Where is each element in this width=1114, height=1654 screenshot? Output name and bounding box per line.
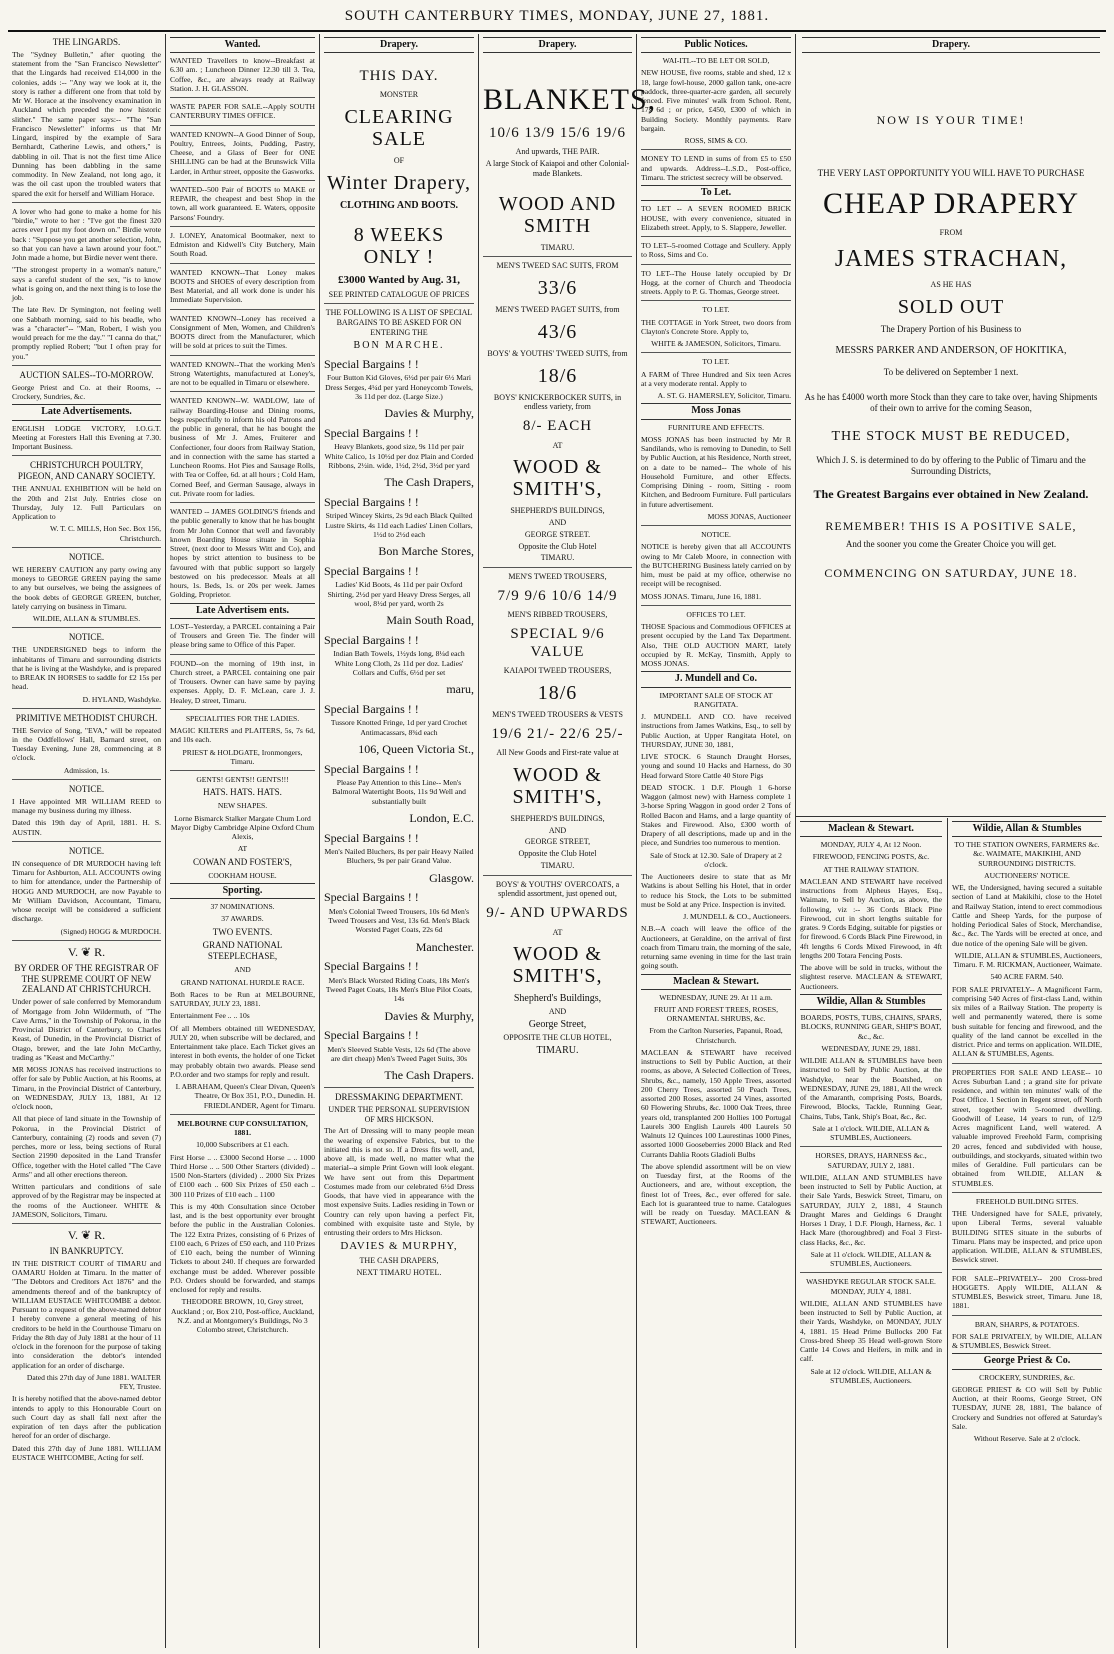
advert-text: NEXT TIMARU HOTEL.	[356, 1267, 442, 1277]
advert-text: THE ANNUAL EXHIBITION will be held on the 20th and 21st July. Entries close on Thursday, July 12. Full Particulars on Application to	[12, 484, 161, 522]
advert-text: 37 AWARDS.	[221, 914, 264, 924]
advert-heading: WAI-ITI.--TO BE LET OR SOLD,	[662, 56, 770, 66]
advert-text: MAGIC KILTERS and PLAITERS, 5s, 7s 6d, and 10s each.	[170, 726, 315, 745]
royal-crest-icon: V. ❦ R.	[67, 944, 106, 959]
advert-text: FOR SALE PRIVATELY, by WILDIE, ALLAN & STUMBLES, Beswick Street.	[952, 1331, 1102, 1351]
advert-text: WE, the Undersigned, having secured a suitable section of Land at Makikihi, close to the Hotel and Railway Station, intend to erect commodious Cattle and Sheep Yards, for the purpose of holding Periodical Sales of Stock, Merchandise, &c., &c. The Yards will be erected at once, and due notice of the opening Sale will be given.	[952, 883, 1102, 948]
advert-signature: WILDIE, ALLAN & STUMBLES.	[32, 614, 141, 624]
advert-text: £3000 Wanted by Aug. 31,	[337, 274, 461, 287]
bargain-sig: Bon Marche Stores,	[378, 544, 474, 559]
bargain-sig: Davies & Murphy,	[384, 406, 474, 421]
advert-text: J. LONEY, Anatomical Bootmaker, next to Edmiston and Kidwell's City Butchery, Main South Road.	[170, 230, 315, 259]
advert-text: SHEPHERD'S BUILDINGS,	[510, 506, 605, 516]
advert-text: NOTICE is hereby given that all ACCOUNTS owing to Mr Caleb Moore, in connection with the BUTCHERING Business lately carried on by him, must be paid at my office, otherwise no receipt will be recognised.	[641, 542, 791, 589]
bargain-sig: maru,	[446, 682, 474, 697]
advert-heading: FRUIT AND FOREST TREES, ROSES, ORNAMENTAL SHRUBS, &c.	[653, 1004, 779, 1024]
advert-text: The Art of Dressing will to many people mean the wearing of expensive Fabrics, but to the initiated this is not so. If a Dress fits well, and, above all, is made well, no matter what the material--a simple Print Gown will look elegant. We have sent out from this Department Costumes made from our celebrated 6½d Dress Goods, that have vied in appearance with the most expensive Suits. Ladies residing in Town or Country can rely upon having a perfect Fit, combined with exquisite taste and Style, by entrusting their orders to Mrs Hickson.	[324, 1126, 474, 1238]
advert-text: THE COTTAGE in York Street, two doors from Clayton's Concrete Store. Apply to,	[641, 317, 791, 336]
advert-text: NEW HOUSE, five rooms, stable and shed, 12 x 18, large fowl-house, 2000 gallon tank, one-acre paddock, three-quarter-acre garden, all securely fenced. Five minutes' walk from School. Rent, 17s 6d ; or price, £450, £300 of which in Building Society. Monthly payments. Rare bargain.	[641, 68, 791, 133]
advert-headline: THE STOCK MUST BE REDUCED,	[831, 428, 1071, 444]
advert-text: WANTED KNOWN--Loney has received a Consignment of Men, Women, and Children's BOOTS direct from the Manufacturer, which will be sold at prices to suit the Times.	[170, 313, 315, 351]
advert-text: WANTED KNOWN--That Loney makes BOOTS and SHOES of every description from Best Material, and all work done is under his Immediate Supervision.	[170, 267, 315, 305]
advert-text: TIMARU.	[540, 242, 575, 252]
advert-signature: DAVIES & MURPHY,	[340, 1240, 458, 1253]
advert-text: George Street,	[528, 1019, 587, 1031]
advert-signature: Sale at 11 o'clock. WILDIE, ALLAN & STUMBLES, Auctioneers.	[810, 1249, 932, 1269]
column-drapery-wood-smith	[479, 34, 657, 1648]
section-heading: Wildie, Allan & Stumbles	[800, 994, 942, 1010]
advert-heading: NOTICE.	[68, 551, 105, 562]
wildie-allan-section	[948, 818, 1106, 1648]
advert-text: MESSRS PARKER AND ANDERSON, OF HOKITIKA,	[835, 344, 1067, 356]
advert-text: WANTED -- JAMES GOLDING'S friends and the public generally to know that he has bought from Mr John Connor that well and favorably known Boarding House situate in Sophia Street, (next door to Messrs Witt and Co), and hopes by strict attention to business to be favoured with that public support so largely bestowed on his predecessor. Meals at all hours, 1s. Beds, 1s. or 20s per week. James Golding, Proprietor.	[170, 507, 315, 600]
advert-heading: SPECIALITIES FOR THE LADIES.	[185, 713, 300, 723]
advert-text: AT	[237, 844, 248, 854]
bargain-sig: Main South Road,	[386, 613, 474, 628]
advert-text: Shepherd's Buildings,	[513, 993, 602, 1005]
article-text: A lover who had gone to make a home for his "birdie," wrote to her : "I've got the finest 320 acres ever I put my foot down on." Birdie wrote back : "Suppose you get another selection, John, so that you can have a lawn around your foot." John made a home, but Birdie never went there.	[12, 206, 161, 263]
advert-signature: A. ST. G. HAMERSLEY, Solicitor, Timaru.	[657, 391, 791, 401]
advert-text: THE VERY LAST OPPORTUNITY YOU WILL HAVE TO PURCHASE	[817, 167, 1085, 178]
column-news	[8, 34, 165, 1648]
bargain-heading: Special Bargains ! !	[324, 356, 419, 371]
article-text: "The strongest property in a woman's nature," says a careful student of the sex, "is to know what is going on, and the next thing is to lose the job.	[12, 265, 161, 303]
section-heading: George Priest & Co.	[952, 1353, 1102, 1369]
advert-text: MONSTER	[379, 90, 419, 100]
advert-heading: 540 ACRE FARM. 540.	[990, 972, 1064, 982]
advert-signature: Sale at 12 o'clock. WILDIE, ALLAN & STUMBLES, Auctioneers.	[810, 1366, 932, 1385]
advert-text: WILDIE ALLAN & STUMBLES have been instructed to Sell by Public Auction, at the Washdyke, near the Boatshed, on WEDNESDAY, JUNE 29, 1881, All the wreck of the Amaranth, comprising Posts, Boards, Firewood, Blocks, Tackle, Running Gear, Chains, Tubs, Tank, Ship's Boat, &c., &c.	[800, 1056, 942, 1121]
advert-heading: FIREWOOD, FENCING POSTS, &c.	[812, 852, 930, 862]
section-heading: Wanted.	[170, 37, 315, 53]
bargain-heading: Special Bargains ! !	[324, 959, 419, 974]
section-heading: To Let.	[641, 185, 791, 201]
advert-signature: ROSS, SIMS & CO.	[684, 136, 748, 146]
advert-text: AT	[552, 927, 563, 937]
advert-text: CLOTHING AND BOOTS.	[339, 199, 459, 211]
advert-text: Opposite the Club Hotel	[518, 849, 597, 859]
bargain-sig: The Cash Drapers.	[384, 1068, 474, 1083]
advert-text: Sale of Stock at 12.30. Sale of Drapery at 2 o'clock.	[650, 850, 782, 869]
advert-heading: HATS. HATS. HATS.	[203, 787, 282, 798]
column-drapery-strachan	[796, 34, 1106, 1648]
advert-heading: FURNITURE AND EFFECTS.	[668, 422, 764, 432]
advert-text: WILDIE, ALLAN AND STUMBLES have been instructed to Sell by Public Auction, at their Yards, Washdyke, on MONDAY, JULY 4, 1881. 15 Head Prime Bullocks 200 Fat Cross-bred Sheep 35 Head well-grown Store Cattle 14 Cows and Heifers, in milk and in calf.	[800, 1298, 942, 1364]
advert-signature: THEODORE BROWN, 10, Grey street, Auckland ; or, Box 210, Post-office, Auckland, N.Z. and at Montgomery's Buildings, No 3 Colombo street, Christchurch.	[171, 1297, 314, 1335]
advert-signature: (Signed) HOGG & MURDOCH.	[60, 926, 161, 936]
advert-text: TO LET -- A SEVEN ROOMED BRICK HOUSE, with every convenience, situated in Elizabeth street. Apply, to S. Slappere, Jeweller.	[641, 204, 791, 232]
advert-prices: 10/6 13/9 15/6 19/6	[489, 125, 626, 142]
bargain-list: Men's Nailed Bluchers, 8s per pair Heavy Nailed Bluchers, 9s per pair Grand Value.	[324, 847, 474, 866]
advert-text: TIMARU.	[540, 553, 575, 563]
advert-text: IN consequence of DR MURDOCH having left Timaru for Ashburton, ALL ACCOUNTS owing to him for attendance, under the Partnership of HOGG AND MURDOCH, are now Payable to Mr William Davidson, Accountant, Timaru, whose receipt will be considered a sufficient discharge.	[12, 858, 161, 924]
advert-heading: BRAN, SHARPS, & POTATOES.	[974, 1319, 1080, 1329]
advert-heading: AUCTIONEERS' NOTICE.	[984, 870, 1070, 880]
advert-text: WANTED KNOWN--A Good Dinner of Soup, Poultry, Entrees, Joints, Pudding, Pastry, Cheese, and a Glass of Beer for ONE SHILLING can be had at the Brunswick Villa Larder, in Arthur street, opposite the Gasworks.	[170, 129, 315, 176]
advert-signature: WHITE & JAMESON, Solicitors, Timaru.	[651, 339, 781, 349]
advert-signature: Sale at 1 o'clock. WILDIE, ALLAN & STUMBLES, Auctioneers.	[812, 1123, 930, 1143]
advert-signature: PRIEST & HOLDGATE, Ironmongers, Timaru.	[182, 747, 303, 766]
advert-headline: WOOD & SMITH'S,	[512, 763, 603, 808]
advert-headline: WOOD AND SMITH	[498, 192, 617, 237]
advert-text: BOYS' & YOUTHS' TWEED SUITS, from	[487, 348, 628, 358]
advert-text: PROPERTIES FOR SALE AND LEASE-- 10 Acres Suburban Land ; a grand site for private residence, and within ten minutes' walk of the Post Office. 1 Section in Regent street, off North street, together with 5-roomed dwelling. Goodwill of Lease, 14 years to run, of 12/9 Acres magnificent Land, well watered. A valuable improved Freehold Farm, comprising 20 acres, fenced and subdivided with house, outbuildings, and stockyards, situated within two miles of Geraldine. Full particulars can be obtained from WILDIE, ALLAN & STUMBLES.	[952, 1067, 1102, 1188]
advert-heading: BOARDS, POSTS, TUBS, CHAINS, SPARS, BLOCKS, RUNNING GEAR, SHIP'S BOAT, &c., &c.	[800, 1013, 942, 1041]
bargain-list: Please Pay Attention to this Line-- Men's Balmoral Watertight Boots, 11s 9d Well and substantially built	[332, 778, 466, 806]
advert-text: A large Stock of Kaiapoi and other Colonial-made Blankets.	[485, 159, 630, 178]
advert-prices: 18/6	[537, 364, 578, 387]
advert-text: FROM	[939, 227, 963, 237]
advert-text: THE Service of Song, "EVA," will be repeated in the Oddfellows' Hall, Barnard street, on Tuesday Evening, June 28, commencing at 8 o'clock.	[12, 725, 161, 763]
column-public-notices	[637, 34, 795, 1648]
advert-text: KAIAPOI TWEED TROUSERS,	[503, 666, 612, 676]
advert-text: Without Reserve. Sale at 2 o'clock.	[973, 1434, 1081, 1444]
advert-text: OPPOSITE THE CLUB HOTEL,	[503, 1033, 612, 1043]
advert-heading: GRAND NATIONAL HURDLE RACE.	[180, 977, 305, 987]
advert-text: From the Carlton Nurseries, Papanui, Road, Christchurch.	[649, 1026, 783, 1045]
advert-text: WEDNESDAY, JUNE 29, 1881.	[821, 1043, 921, 1053]
advert-text: The Drapery Portion of his Business to	[880, 323, 1022, 334]
advert-text: Dated this 19th day of April, 1881. H. S. AUSTIN.	[12, 818, 161, 837]
advert-heading: CROCKERY, SUNDRIES, &c.	[979, 1372, 1075, 1382]
advert-text: SEE PRINTED CATALOGUE OF PRICES	[328, 289, 470, 299]
advert-signature: W. T. C. MILLS, Hon Sec. Box 156, Christchurch.	[49, 524, 161, 543]
bargain-list: Striped Wincey Skirts, 2s 9d each Black Quilted Lustre Skirts, 4s 11d each Ladies' Linen Collars, 1½d to 2½d each	[325, 511, 473, 539]
masthead: SOUTH CANTERBURY TIMES, MONDAY, JUNE 27, 1881.	[344, 8, 770, 24]
bargain-list: Four Button Kid Gloves, 6½d per pair 6½ Mari Dress Serges, 4¼d per yard Honeycomb Towels, 3s 11d per doz. (Large Size.)	[325, 373, 473, 401]
advert-text: WILDIE, ALLAN AND STUMBLES have been instructed to Sell by Public Auction, at their Sale Yards, Beswick Street, Timaru, on SATURDAY, JULY 2, 1881, 4 Staunch Draught Mares and Geldings 6 Draught Horses 1 Dray, 1 D.F. Plough, Harness, &c. 1 Hack Mare (thoroughbred) and Foal 3 First-class Hacks, &c., &c.	[800, 1172, 942, 1247]
bargain-list: Heavy Blankets, good size, 9s 11d per pair White Calico, 1s 10½d per doz Plain and Corded Ribbons, 2½in. wide, 1½d, 2½d, 3½d per yard	[324, 442, 474, 470]
advert-text: MEN'S TWEED TROUSERS & VESTS	[492, 710, 623, 720]
advert-text: MACLEAN AND STEWART have received instructions from Alpheus Hayes, Esq., Waimate, to Sell by Auction, as above, the following, viz :-- 36 Cords Black Pine Firewood, cut in short lengths suitable for grates. 9 Cords Edging, suitable for pigsties or for firewood. 6 Cords Black Pine Firewood, in 4ft lengths 6 Cords Mixed Firewood, in 4ft lengths 200 Totara Fencing Posts.	[800, 876, 942, 960]
advert-list: LIVE STOCK. 6 Staunch Draught Horses, young and sound 10 Hacks and Harness, do 30 Head forward Store Cattle 40 Store Pigs	[641, 752, 791, 780]
bargain-heading: Special Bargains ! !	[324, 494, 419, 509]
advert-list: First Horse .. .. £3000 Second Horse .. .. 1000 Third Horse .. .. 500 Other Starters (divided) .. 1500 Non-Starters (divided) .. 2000 Six Prizes of £100 each .. 600 Six Prizes of £50 each .. 300 110 Prizes of £10 each .. 1100	[170, 1152, 315, 1199]
advert-heading: PRIMITIVE METHODIST CHURCH.	[15, 712, 158, 723]
advert-text: IN THE DISTRICT COURT of TIMARU and OAMARU Holden at Timaru. In the matter of "The Debtors and Creditors Act 1876" and the amendments thereof and of the bankruptcy of WILLIAM EUSTACE WHITCOMBE a debtor. Pursuant to a request of the above-named debtor I hereby convene a general meeting of his creditors to be held in the Courthouse Timaru on Friday the 8th day of July 1881 at the hour of 11 o'clock in the forenoon for the purpose of taking into consideration the debtor's intended application for an order of discharge.	[12, 1258, 161, 1370]
advert-text: TIMARU.	[540, 860, 575, 870]
advert-text: Opposite the Club Hotel	[518, 541, 597, 551]
advert-text: THE CASH DRAPERS,	[359, 1255, 439, 1265]
article-text: George Priest and Co. at their Rooms, --Crockery, Sundries, &c.	[12, 382, 161, 402]
advert-heading: TWO EVENTS.	[212, 926, 273, 937]
advert-text: N.B.--A coach will leave the office of the Auctioneers, at Geraldine, on the arrival of first coach from Timaru train, the morning of the sale, returning same evening in time for the last train going south.	[641, 924, 791, 971]
advert-heading: HORSES, DRAYS, HARNESS &c., SATURDAY, JULY 2, 1881.	[815, 1151, 927, 1170]
section-heading: Drapery.	[483, 37, 632, 53]
strachan-advert	[796, 37, 1106, 815]
advert-heading: GRAND NATIONAL STEEPLECHASE,	[202, 940, 283, 962]
advert-text: All that piece of land situate in the Township of Pokorua, in the Provincial District of Canterbury, containing (2) roods and seven (7) perches, more or less, being sections of Rural Section 21990 deposited in the Land Transfer Office, together with the Hotel called "The Cave Arms" and all other erections thereon.	[12, 1114, 161, 1179]
advert-headline: WOOD & SMITH'S,	[512, 943, 603, 988]
section-heading: Wildie, Allan & Stumbles	[952, 821, 1102, 837]
advert-text: All New Goods and First-rate value at	[496, 748, 619, 758]
article-text: The late Rev. Dr Symington, not feeling well one Sabbath morning, said to his beadle, who was a "character"-- "Man, Robert, I wish you would preach for me the day." "I canna do that," promptly replied Robert; "but I often pray for you."	[12, 305, 161, 361]
advert-text: MOSS JONAS has been instructed by Mr R Sandilands, who is removing to Dunedin, to Sell by Public Auction, at his Residence, North street, on a date to be named-- The whole of his Household Furniture, and other Effects. Comprising Dining - room, Sitting - room Kitchen, and Bedroom Furniture. Full particulars in future advertisement.	[641, 434, 791, 509]
section-heading: Maclean & Stewart.	[641, 974, 791, 990]
advert-headline: 8 WEEKS ONLY !	[353, 224, 445, 269]
bargain-heading: Special Bargains ! !	[324, 890, 419, 905]
advert-text: Entertainment Fee .. .. 10s	[170, 1011, 250, 1021]
advert-text: ENGLISH LODGE VICTORY, I.O.G.T. Meeting at Foresters Hall this Evening at 7.30. Important Business.	[12, 423, 161, 452]
advert-heading: MELBOURNE CUP CONSULTATION, 1881.	[177, 1118, 308, 1138]
advert-heading: CHRISTCHURCH POULTRY, PIGEON, AND CANARY SOCIETY.	[17, 460, 156, 482]
advert-text: Admission, 1s.	[63, 765, 110, 775]
advert-text: GEORGE STREET,	[524, 837, 591, 847]
advert-text: The above splendid assortment will be on view on Tuesday first, at the Rooms of the Auctioneers, and are, without exception, the finest lot of Trees, &c., ever offered for sale. Each lot is guaranteed true to name. Catalogues will be ready on Tuesday. MACLEAN & STEWART, Auctioneers.	[641, 1161, 791, 1227]
bargain-heading: Special Bargains ! !	[324, 761, 419, 776]
advert-headline: COMMENCING ON SATURDAY, JUNE 18.	[824, 565, 1078, 580]
advert-text: BOYS' & YOUTHS' OVERCOATS, a splendid assortment, just opened out,	[495, 879, 620, 899]
advert-text: WASTE PAPER FOR SALE.--Apply SOUTH CANTERBURY TIMES OFFICE.	[170, 102, 315, 121]
bargain-list: Men's Sleeved Stable Vests, 12s 6d (The above are dirt cheap) Men's Tweed Paget Suits, 30s	[327, 1044, 471, 1064]
bargain-sig: The Cash Drapers,	[384, 475, 474, 490]
advert-signature: WILDIE, ALLAN & STUMBLES, Auctioneers, Timaru. F. M. RICKMAN, Auctioneer, Waimate.	[953, 950, 1102, 970]
advert-text: WANTED KNOWN--W. WADLOW, late of railway Boarding-House and Dining rooms, begs respectfully to inform his old Patrons and the public in general, that he has bought the business of Mr J. Ames, Fruiterer and Confectioner, four doors from Railway Station, and in connection with the same has started a Luncheon Rooms. Hot Pies and Sausage Rolls, with Tea or Coffee, 6d. at all hours ; Cold Ham, Corned Beef, and German Sausage, always in cut. Private room for ladies.	[170, 396, 315, 498]
advert-prices: 18/6	[537, 682, 578, 705]
advert-text: It is hereby notified that the above-named debtor intends to apply to this Honourable Court on such Court day as shall fall next after the expiration of ten days after the publication hereof for an order of discharge.	[12, 1394, 161, 1441]
advert-prices: 19/6 21/- 22/6 25/-	[491, 725, 624, 742]
section-heading: Late Advertisem ents.	[170, 603, 315, 619]
advert-text: MONEY TO LEND in sums of from £5 to £50 and upwards. Address--L.S.D., Post-office, Timaru. The strictest secrecy will be observed.	[641, 154, 791, 182]
section-heading: Drapery.	[802, 37, 1100, 53]
advert-text: THE FOLLOWING IS A LIST OF SPECIAL BARGAINS TO BE ASKED FOR ON ENTERING THE	[325, 308, 473, 337]
advert-text: BOYS' KNICKERBOCKER SUITS, in endless variety, from	[493, 392, 622, 412]
advert-text: Under power of sale conferred by Memorandum of Mortgage from John Wildermuth, of "The Cave Arms," in the Township of Pokorua, in the Provincial District of Canterbury, to Charles Keast, of Dunedin, in the Provincial District of Otago, brewer, and the late John McCarthy, trading as "Keast and McCarthy."	[12, 997, 161, 1062]
advert-text: MEN'S TWEED SAC SUITS, FROM	[496, 261, 619, 271]
advert-heading: IN BANKRUPTCY.	[49, 1245, 124, 1256]
advert-heading: NEW SHAPES.	[217, 801, 268, 811]
advert-heading: FREEHOLD BUILDING SITES.	[975, 1196, 1079, 1206]
section-heading: J. Mundell and Co.	[641, 671, 791, 687]
bargain-list: Ladies' Kid Boots, 4s 11d per pair Oxford Shirting, 2½d per yard Heavy Dress Serges, all wool, 8½d per yard, worth 2s	[327, 580, 471, 608]
bargain-sig: Davies & Murphy,	[384, 1008, 474, 1023]
advert-text: 37 NOMINATIONS.	[210, 902, 275, 911]
bargain-heading: Special Bargains ! !	[324, 1028, 419, 1043]
bargain-heading: Special Bargains ! !	[324, 425, 419, 440]
advert-headline: JAMES STRACHAN,	[834, 245, 1068, 272]
advert-heading: NOTICE.	[68, 632, 105, 643]
advert-text: To be delivered on September 1 next.	[883, 366, 1019, 377]
advert-heading: AT THE RAILWAY STATION.	[823, 864, 919, 874]
bargain-sig: London, E.C.	[409, 810, 474, 825]
advert-text: WE HEREBY CAUTION any party owing any moneys to GEORGE GREEN paying the same to any but ourselves, we being the assignees of the book debts of GEORGE GREEN, butcher, lately carrying on business in Timaru.	[12, 564, 161, 611]
advert-text: WANTED--500 Pair of BOOTS to MAKE or REPAIR, the cheapest and best Shop in the town, all work guaranteed. E. Waters, opposite Parsons' Foundry.	[170, 184, 315, 222]
advert-signature: MOSS JONAS. Timaru, June 16, 1881.	[641, 591, 762, 601]
advert-text: A FARM of Three Hundred and Six teen Acres at a very moderate rental. Apply to	[641, 369, 791, 388]
bargain-list: Indian Bath Towels, 1½yds long, 8¼d each White Long Cloth, 2s 11d per doz. Ladies' Collars and Cuffs, 6½d per set	[333, 649, 465, 677]
advert-heading: BY ORDER OF THE REGISTRAR OF THE SUPREME COURT OF NEW ZEALAND AT CHRISTCHURCH.	[14, 962, 159, 995]
advert-text: MEN'S TWEED TROUSERS,	[508, 572, 607, 582]
maclean-stewart-section	[796, 818, 946, 1648]
advert-text: AT	[552, 440, 563, 450]
advert-headline: CLEARING SALE	[344, 106, 454, 151]
advert-text: THE UNDERSIGNED begs to inform the inhabitants of Timaru and surrounding districts that he is living at the Washdyke, and is prepared to BREAK IN HORSES to saddle for £2 15s per head.	[12, 645, 161, 692]
bargain-list: Men's Colonial Tweed Trousers, 10s 6d Men's Tweed Trousers and Vest, 13s 6d. Men's Black Worsted Paget Coats, 22s 6d	[328, 906, 470, 935]
section-heading: Maclean & Stewart.	[800, 821, 942, 837]
advert-text: And upwards, THE PAIR.	[515, 147, 600, 157]
advert-heading: TO THE STATION OWNERS, FARMERS &c. &c. WAIMATE, MAKIKIHI, AND SURROUNDING DISTRICTS.	[954, 840, 1100, 868]
advert-text: J. MUNDELL AND CO. have received instructions from James Watkins, Esq., to sell by Public Auction, at Upper Rangitata Hotel, on THURSDAY, JUNE 30, 1881,	[641, 712, 791, 749]
advert-list: Lorne Bismarck Stalker Margate Chum Lord Mayor Digby Cambridge Alpine Oxford Chum Alexis,	[170, 813, 315, 842]
advert-text: I Have appointed MR WILLIAM REED to manage my business during my illness.	[12, 796, 161, 816]
advert-prices: 7/9 9/6 10/6 14/9	[497, 587, 618, 604]
advert-heading: WASHDYKE REGULAR STOCK SALE. MONDAY, JULY 4, 1881.	[806, 1277, 936, 1296]
advert-prices: SPECIAL 9/6 VALUE	[510, 625, 605, 661]
advert-text: This is my 40th Consultation since October last, and is the best opportunity ever brought before the public in the Australian Colonies. The 122 Extra Prizes, consisting of 6 Prizes of £100 each, 6 Prizes of £50 each, and 110 Prizes of £10 each, being the number of Winning Tickets to about 240. If cheques are forwarded exchange must be added. Wherever possible P.O. Orders should be forwarded, and stamps enclosed for reply and results.	[170, 1201, 315, 1295]
advert-list: DEAD STOCK. 1 D.F. Plough 1 6-horse Waggon (almost new) with Harness complete 1 3-horse Spring Waggon in good order 2 Tons of Rolled Bacon and Hams, and a large quantity of Stakes and Firewood. Also, £300 worth of Drapery of all descriptions, made up and in the piece, and Sundries too numerous to mention.	[641, 782, 791, 848]
advert-heading: IMPORTANT SALE OF STOCK AT RANGITATA.	[659, 690, 773, 709]
advert-text: The above will be sold in trucks, without the slightest reserve. MACLEAN & STEWART, Auctioneers.	[800, 963, 942, 991]
advert-signature: I. ABRAHAM, Queen's Clear Divan, Queen's Theatre, Or Box 351, P.O., Dunedin. H. FRIEDLANDER, Agent for Timaru.	[175, 1082, 315, 1110]
advert-text: WANTED Travellers to know--Breakfast at 6.30 am. ; Luncheon Dinner 12.30 till 3. Tea, Coffee, &c., are always ready at Railway Station. J. H. GLASSON.	[170, 56, 315, 93]
advert-heading: COWAN AND FOSTER'S,	[193, 856, 292, 867]
advert-heading: NOTICE.	[68, 783, 105, 794]
section-heading: Drapery.	[324, 37, 474, 53]
advert-headline: NOW IS YOUR TIME!	[876, 113, 1026, 128]
advert-text: WEDNESDAY, JUNE 29. At 11 a.m.	[659, 992, 773, 1002]
advert-signature: Dated this 27th day of June 1881. WALTER FEY, Trustee.	[26, 1372, 161, 1392]
advert-text: COOKHAM HOUSE.	[208, 870, 277, 880]
advert-text: TIMARU.	[536, 1045, 579, 1057]
advert-text: GEORGE STREET.	[524, 529, 591, 539]
advert-headline: CHEAP DRAPERY	[822, 186, 1080, 220]
advert-headline: BON MARCHE.	[353, 339, 445, 351]
advert-text: OF	[393, 156, 405, 166]
advert-text: AND	[234, 965, 251, 975]
column-divider	[796, 816, 1106, 817]
advert-prices: 33/6	[537, 277, 578, 300]
advert-prices: 8/- EACH	[522, 418, 593, 435]
advert-text: 10,000 Subscribers at £1 each.	[196, 1140, 289, 1150]
advert-text: UNDER THE PERSONAL SUPERVISION OF MRS HICKSON.	[328, 1104, 470, 1124]
advert-heading: GENTS! GENTS!! GENTS!!!	[196, 775, 289, 785]
advert-list: MACLEAN & STEWART have received instructions to Sell by Public Auction, at their rooms, as above, A Selected Collection of Trees, Shrubs, &c., namely, 150 Apple Trees, assorted 200 Cherry Trees, assorted 50 Peach Trees, assorted 200 Roses, assorted 24 Vines, assorted 60 Flowering Shrubs, &c. 1000 Oak Trees, three years old, transplanted 200 Hollies 100 Portugal Laurels 300 English Laurels 400 Laurels 50 Walnuts 12 Quinces 100 Laurestinas 1000 Pines, assorted 1000 Gooseberries 2000 Black and Red Currants Dahlia Roots Gladioli Bulbs	[641, 1047, 791, 1159]
advert-text: Of all Members obtained till WEDNESDAY, JULY 20, when subscribe will be declared, and Entertainment take place. Each Ticket gives an interest in both events, the holder of one Ticket may probably obtain two awards. Please send P.O.order and two stamps for reply and result.	[170, 1023, 315, 1079]
bargain-heading: Special Bargains ! !	[324, 701, 419, 716]
advert-text: AND	[548, 1007, 567, 1017]
advert-text: GEORGE PRIEST & CO will Sell by Public Auction, at their Rooms, George Street, ON TUESDAY, JUNE 28, 1881, The balance of Crockery and Sundries not offered at Saturday's Sale.	[952, 1384, 1102, 1431]
advert-text: Both Races to be Run at MELBOURNE, SATURDAY, JULY 23, 1881.	[170, 989, 315, 1009]
advert-text: AND	[548, 825, 567, 835]
advert-headline: DRESSMAKING DEPARTMENT.	[335, 1092, 463, 1103]
bargain-sig: 106, Queen Victoria St.,	[358, 741, 474, 756]
advert-text: THOSE Spacious and Commodious OFFICES at present occupied by the Land Tax Department. Also, THE OLD AUCTION MART, lately occupied by R. McKay, Tinsmith, Apply to MOSS JONAS.	[641, 622, 791, 669]
advert-text: MEN'S RIBBED TROUSERS,	[507, 610, 608, 620]
advert-text: THE Undersigned have for SALE, privately, upon Liberal Terms, several valuable BUILDING SITES situate in the suburbs of Timaru. Plans may be inspected, and price upon application. WILDIE, ALLAN & STUMBLES, Beswick street.	[952, 1209, 1102, 1265]
advert-headline: WOOD & SMITH'S,	[512, 456, 603, 501]
advert-headline: The Greatest Bargains ever obtained in New Zealand.	[813, 486, 1089, 501]
advert-text: As he has £4000 worth more Stock than they care to take over, having Shipments of their own to arrive for the coming Season,	[804, 391, 1098, 413]
bargain-heading: Special Bargains ! !	[324, 563, 419, 578]
section-heading: AUCTION SALES--TO-MORROW.	[19, 369, 154, 380]
article-text: The "Sydney Bulletin," after quoting the statement from the "San Francisco Newsletter" that the Lingards had received £14,000 in the colonies, adds :-- "Any way we look at it, the story is rather a different one from that told by Mr W. Horace at the insolvency examination in Auckland which preceded the now historic slither." The same paper says:-- "The "San Francisco Newsletter" informs us that Mr Lingard, inspired by the example of Sara Bernhardt, Catherine Lewis, and others," is dabbling in oil. That is not the first time Alice Dunning has been dabbling in the same commodity. In New Zealand, not long ago, it was the oil cast upon the troubled waters that spared the exit for herself and William Horace.	[12, 49, 161, 198]
advert-text: The Auctioneers desire to state that as Mr Watkins is about Selling his Hotel, that in order to reduce his Stock, the Lots to be submitted must be Sold at any Price. Inspection is invited.	[641, 872, 791, 909]
advert-headline: REMEMBER! THIS IS A POSITIVE SALE,	[825, 519, 1077, 534]
advert-text: TO LET--5-roomed Cottage and Scullery. Apply to Ross, Sims and Co.	[641, 241, 791, 260]
advert-text: FOR SALE PRIVATELY-- A Magnificent Farm, comprising 540 Acres of first-class Land, within six miles of a Railway Station. The property is well and permanently watered, there is some bush suitable for fencing and firewood, and the quality of the land cannot be excelled in the district. Price and terms on application. WILDIE, ALLAN & STUMBLES, Agents.	[952, 984, 1102, 1059]
advert-heading: NOTICE.	[68, 845, 105, 856]
bargain-list: Tussore Knotted Fringe, 1d per yard Crochet Antimacassars, 8¾d each	[330, 718, 468, 737]
royal-crest-icon: V. ❦ R.	[67, 1228, 106, 1243]
advert-text: Written particulars and conditions of sale approved of by the Registrar may be inspected at the rooms of the Auctioneer. WHITE & JAMESON, Solicitors, Timaru.	[12, 1182, 161, 1219]
column-drapery-davies	[320, 34, 478, 1648]
bargain-sig: Manchester.	[415, 939, 474, 954]
advert-text: Which J. S. is determined to do by offering to the Public of Timaru and the Surrounding Districts,	[816, 454, 1086, 476]
bargain-heading: Special Bargains ! !	[324, 632, 419, 647]
advert-text: MONDAY, JULY 4, At 12 Noon.	[820, 840, 922, 850]
advert-text: FOR SALE--PRIVATELY-- 200 Cross-bred HOGGETS. Apply WILDIE, ALLAN & STUMBLES, Beswick street, Timaru. June 18, 1881.	[952, 1273, 1102, 1311]
advert-heading: OFFICES TO LET.	[686, 609, 746, 619]
advert-signature: D. HYLAND, Washdyke.	[82, 694, 161, 704]
bargain-sig: Glasgow.	[429, 870, 474, 885]
advert-text: AND	[548, 518, 567, 528]
section-heading: Moss Jonas	[641, 403, 791, 419]
section-heading: THE LINGARDS.	[52, 37, 121, 47]
advert-prices: 43/6	[537, 320, 578, 343]
advert-text: LOST--Yesterday, a PARCEL containing a Pair of Trousers and Green Tie. The finder will please bring same to Office of this Paper.	[170, 621, 315, 650]
advert-text: And the sooner you come the Greater Choice you will get.	[845, 539, 1057, 549]
masthead-rule	[8, 30, 1106, 32]
advert-signature: Dated this 27th day of June 1881. WILLIAM EUSTACE WHITCOMBE, Acting for self.	[12, 1443, 161, 1462]
advert-text: WANTED KNOWN--That the working Men's Strong Watertights, manufactured at Loney's, are not to be equalled in Timaru or elsewhere.	[170, 359, 315, 388]
section-heading: Late Advertisements.	[12, 404, 161, 420]
advert-prices: 9/- AND UPWARDS	[486, 905, 629, 922]
advert-text: MR MOSS JONAS has received instructions to offer for sale by Public Auction, at his Rooms, at Timaru, in the Provincial District of Canterbury, on WEDNESDAY, JULY 13, 1881, At 12 o'clock noon,	[12, 1065, 161, 1112]
advert-headline: SOLD OUT	[897, 295, 1005, 318]
bargain-list: Men's Black Worsted Riding Coats, 18s Men's Tweed Paget Coats, 18s Men's Blue Pilot Coats, 14s	[325, 975, 473, 1004]
advert-headline: Winter Drapery,	[327, 171, 471, 194]
section-heading: Sporting.	[170, 883, 315, 899]
advert-text: MEN'S TWEED PAGET SUITS, from	[495, 305, 620, 315]
advert-headline: BLANKETS,	[483, 83, 657, 117]
advert-heading: NOTICE.	[701, 530, 731, 540]
advert-text: FOUND--on the morning of 19th inst, in Church street, a PARCEL containing one pair of Trousers. Owner can have same by paying expenses. Apply, D. F. McLean, care J. J. Healey, D street, Timaru.	[170, 658, 315, 705]
section-heading: Public Notices.	[641, 37, 791, 53]
advert-signature: J. MUNDELL & CO., Auctioneers.	[683, 912, 791, 921]
advert-text: TO LET--The House lately occupied by Dr Hogg, at the corner of Church and Theodocia streets. Apply to P. G. Thomas, George street.	[641, 268, 791, 297]
advert-text: AS HE HAS	[930, 279, 972, 289]
advert-headline: THIS DAY.	[359, 68, 439, 85]
advert-text: SHEPHERD'S BUILDINGS,	[510, 813, 605, 823]
advert-signature: MOSS JONAS, Auctioneer	[707, 511, 791, 521]
advert-heading: TO LET.	[702, 357, 730, 367]
bargain-heading: Special Bargains ! !	[324, 830, 419, 845]
advert-heading: TO LET.	[702, 305, 730, 315]
column-wanted	[166, 34, 319, 1648]
